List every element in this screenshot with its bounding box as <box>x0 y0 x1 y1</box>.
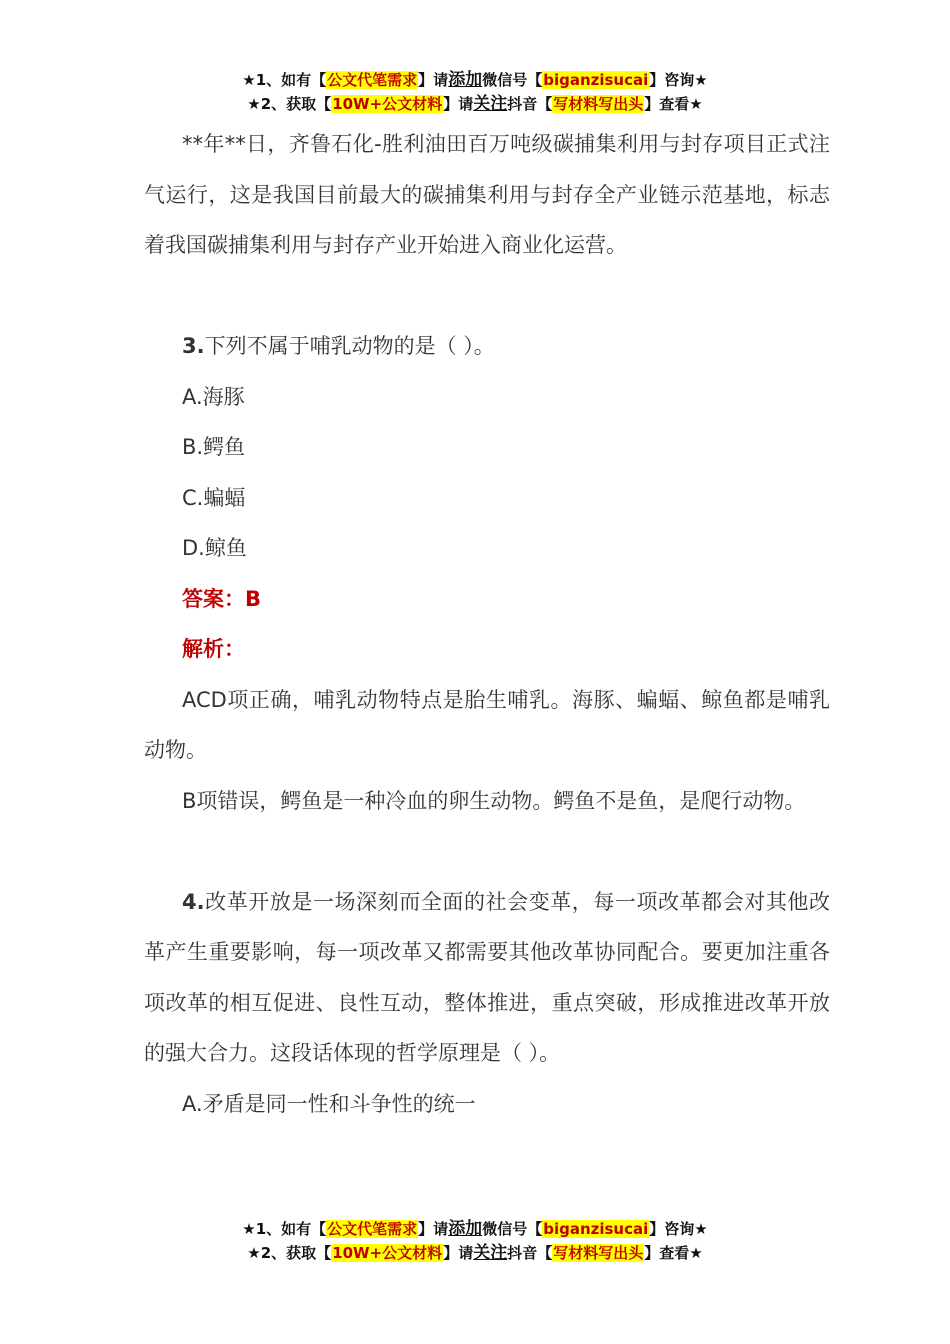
banner-text: 】查看★ <box>644 95 703 113</box>
banner-text: 】请 <box>418 71 449 89</box>
banner-text: 】咨询★ <box>649 1220 708 1238</box>
banner-highlight-service: 公文代笔需求 <box>327 1220 418 1238</box>
option-a: A.海豚 <box>182 384 245 409</box>
banner-highlight-service: 公文代笔需求 <box>327 71 418 89</box>
intro-paragraph: **年**日，齐鲁石化-胜利油田百万吨级碳捕集利用与封存项目正式注气运行，这是我国目前最大的碳捕集利用与封存全产业链示范基地，标志着我国碳捕集利用与封存产业开始进入商业化运营。 <box>144 132 830 257</box>
banner-line-2 <box>0 92 950 116</box>
question-stem: 改革开放是一场深刻而全面的社会变革，每一项改革都会对其他改革产生重要影响，每一项改革又都需要其他改革协同配合。要更加注重各项改革的相互促进、良性互动，整体推进，重点突破，形成推进改革开放的强大合力。这段话体现的哲学原理是（ ）。 <box>144 889 830 1065</box>
banner-text: 】请 <box>443 1244 474 1262</box>
question-number: 4. <box>182 889 205 914</box>
analysis-label: 解析： <box>182 637 245 661</box>
question-stem: 下列不属于哺乳动物的是（ ）。 <box>204 334 495 358</box>
spacer <box>144 826 830 877</box>
banner-highlight-materials: 10W+公文材料 <box>332 1244 443 1262</box>
banner-text: ★1、如有【 <box>242 1220 327 1238</box>
analysis-paragraph-2: B项错误，鳄鱼是一种冷血的卵生动物。鳄鱼不是鱼，是爬行动物。 <box>182 788 806 813</box>
banner-text: 】咨询★ <box>649 71 708 89</box>
banner-underline: 添加 <box>448 70 483 90</box>
banner-underline: 关注 <box>473 94 508 114</box>
banner-text: ★1、如有【 <box>242 71 327 89</box>
banner-text: 抖音【 <box>507 95 553 113</box>
banner-underline: 添加 <box>448 1219 483 1239</box>
option-c: C.蝙蝠 <box>182 485 246 510</box>
banner-highlight-wechat: biganzisucai <box>543 1220 649 1238</box>
banner-line-1 <box>0 1217 950 1241</box>
banner-text: 】请 <box>443 95 474 113</box>
banner-text: 微信号【 <box>482 71 543 89</box>
banner-highlight-douyin: 写材料写出头 <box>553 95 644 113</box>
option-a: A.矛盾是同一性和斗争性的统一 <box>182 1091 476 1116</box>
banner-highlight-douyin: 写材料写出头 <box>553 1244 644 1262</box>
banner-underline: 关注 <box>473 1243 508 1263</box>
answer-label: 答案：B <box>182 586 262 611</box>
top-banner <box>0 68 950 116</box>
bottom-banner <box>0 1217 950 1265</box>
question-3 <box>144 321 830 372</box>
banner-text: 微信号【 <box>482 1220 543 1238</box>
analysis-paragraph-1: ACD项正确，哺乳动物特点是胎生哺乳。海豚、蝙蝠、鲸鱼都是哺乳动物。 <box>144 687 830 762</box>
question-4 <box>144 877 830 1079</box>
option-d: D.鲸鱼 <box>182 536 247 560</box>
option-b: B.鳄鱼 <box>182 435 246 459</box>
document-body <box>144 119 830 1129</box>
banner-line-2 <box>0 1241 950 1265</box>
banner-line-1 <box>0 68 950 92</box>
banner-text: 】请 <box>418 1220 449 1238</box>
question-number: 3. <box>182 334 205 358</box>
banner-text: ★2、获取【 <box>247 95 332 113</box>
banner-text: 】查看★ <box>644 1244 703 1262</box>
banner-highlight-materials: 10W+公文材料 <box>332 95 443 113</box>
banner-highlight-wechat: biganzisucai <box>543 71 649 89</box>
banner-text: 抖音【 <box>507 1244 553 1262</box>
banner-text: ★2、获取【 <box>247 1244 332 1262</box>
spacer <box>144 271 830 322</box>
